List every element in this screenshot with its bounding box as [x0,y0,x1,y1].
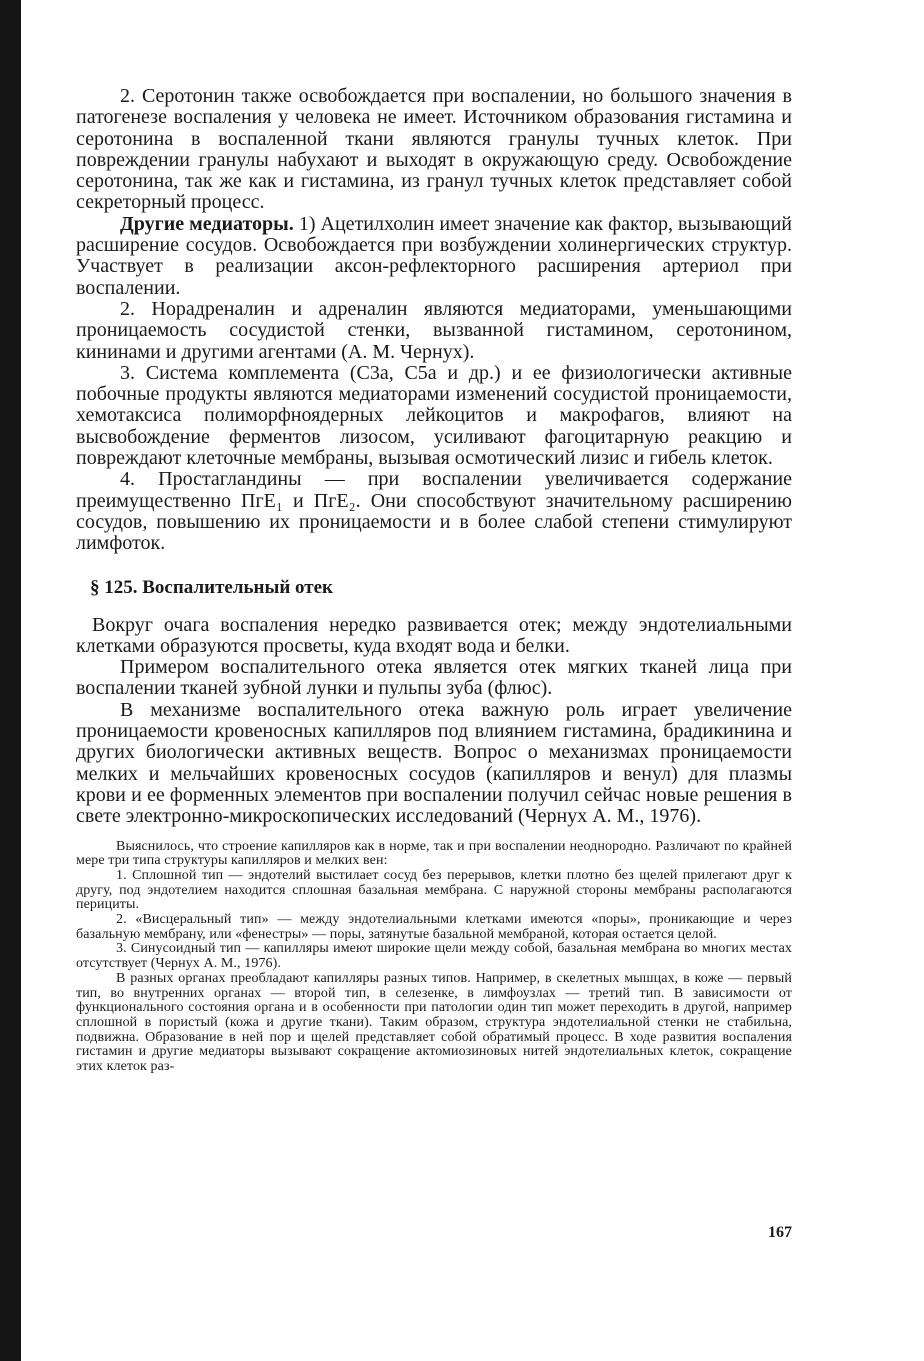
paragraph-noradrenaline: 2. Норадреналин и адреналин являются медиаторами, уменьшающими проницаемость сосудистой стенки, вызванной гистамином, серотонином, кининами и другими агентами (А. М. Чернух). [76,297,792,363]
paragraph-complement: 3. Система комплемента (С3а, С5а и др.) и ее физиологически активные побочные продукты являются медиаторами изменений сосудистой проницаемости, хемотаксиса полиморфноядерных лейкоцитов и макрофагов, влияют на высвобождение ферментов лизосом, усиливают фагоцитарную реакцию и повреждают клеточные мембраны, вызывая осмотический лизис и гибель клеток. [76,361,792,470]
small-print-block [76,840,792,1075]
paragraph-edema-intro: Вокруг очага воспаления нередко развивается отек; между эндотелиальными клетками образуются просветы, куда входят вода и белки. [76,613,792,657]
small-paragraph-type-2: 2. «Висцеральный тип» — между эндотелиальными клетками имеются «поры», проникающие и через базальную мембрану, или «фенестры» — поры, затянутые базальной мембраной, которая остается целой. [76,912,792,942]
scan-dark-edge [0,0,21,1361]
small-paragraph-type-3: 3. Синусоидный тип — капилляры имеют широкие щели между собой, базальная мембрана во многих местах отсутствует (Чернух А. М., 1976). [76,941,792,972]
book-page [76,85,792,1241]
paragraph-acetylcholine: 1) Ацетилхолин имеет значение как фактор, вызывающий расширение сосудов. Освобождается при возбуждении холинергических структур. Участвует в реализации аксон-рефлекторного расширения артериол при воспалении. [76,212,792,299]
lead-other-mediators: Другие медиаторы. [120,212,294,235]
section-paragraphs [76,615,792,828]
paragraph-edema-mechanism: В механизме воспалительного отека важную роль играет увеличение проницаемости кровеносных капилляров под влиянием гистамина, брадикинина и других биологически активных веществ. Вопрос о механизмах проницаемости мелких и мельчайших кровеносных сосудов (капилляров и венул) для плазмы крови и ее форменных элементов при воспалении получил сейчас новые решения в свете электронно-микроскопических исследований (Чернух А. М., 1976). [76,698,792,828]
top-paragraphs [76,86,792,555]
paragraph-serotonin: 2. Серотонин также освобождается при воспалении, но большого значения в патогенезе воспаления у человека не имеет. Источником образования гистамина и серотонина в воспаленной ткани являются гранулы тучных клеток. При повреждении гранулы набухают и выходят в окружающую среду. Освобождение серотонина, так же как и гистамина, из гранул тучных клеток представляет собой секреторный процесс. [76,85,792,214]
small-paragraph-organs: В разных органах преобладают капилляры разных типов. Например, в скелетных мышцах, в коже — первый тип, во внутренних органах — второй тип, в селезенке, в лимфоузлах — третий тип. В зависимости от функционального состояния органа и в особенности при патологии один тип может переходить в другой, например сплошной в пористый (кожа и другие ткани). Таким образом, структура эндотелиальной стенки не стабильна, подвижна. Образование в ней пор и щелей представляет собой обратимый процесс. В ходе развития воспаления гистамин и другие медиаторы вызывают сокращение актомиозиновых нитей эндотелиальных клеток, сокращение этих клеток раз- [76,970,792,1075]
section-heading: § 125. Воспалительный отек [90,576,333,598]
page-number: 167 [768,1224,792,1241]
paragraph-edema-example: Примером воспалительного отека является отек мягких тканей лица при воспалении тканей зубной лунки и пульпы зуба (флюс). [76,656,792,700]
small-paragraph-type-1: 1. Сплошной тип — эндотелий выстилает сосуд без перерывов, клетки плотно без щелей прилегают друг к другу, под эндотелием находится сплошная базальная мембрана. С наружной стороны мембраны располагаются перициты. [76,867,792,913]
paragraph-other-mediators [76,214,792,299]
paragraph-prostaglandins: 4. Простагландины — при воспалении увеличивается содержание преимущественно ПгЕ₁ и ПгЕ₂. Они способствуют значительному расширению сосудов, повышению их проницаемости и в более слабой степени стимулируют лимфоток. [76,468,792,555]
small-paragraph-intro: Выяснилось, что строение капилляров как в норме, так и при воспалении неоднородно. Различают по крайней мере три типа структуры капилляров и мелких вен: [76,838,792,869]
